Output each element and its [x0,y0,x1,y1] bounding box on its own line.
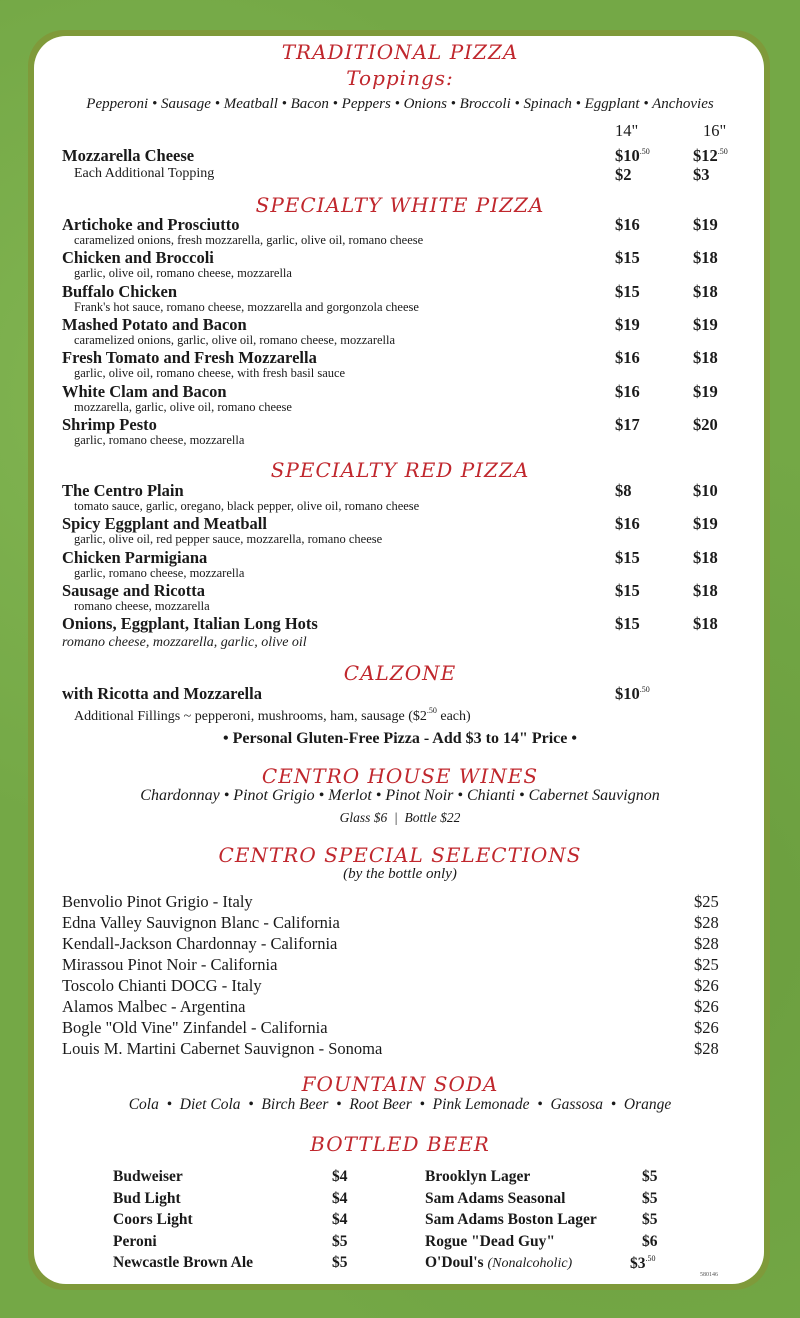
price-14: $16 [615,382,640,401]
menu-item-name: Mozzarella Cheese [62,146,195,165]
beer-price: $5 [332,1254,348,1271]
price-14: $15 [615,282,640,301]
gluten-free-note: • Personal Gluten-Free Pizza - Add $3 to 14" Price • [223,730,577,747]
price-16: $19 [693,315,718,334]
menu-item-name: Chicken and Broccoli [62,248,214,267]
menu-item-desc: garlic, olive oil, red pepper sauce, mozzarella, romano cheese [74,532,383,546]
beer-name: Rogue "Dead Guy" [425,1233,556,1250]
beer-name: Sam Adams Seasonal [425,1190,566,1207]
wine-name: Toscolo Chianti DOCG - Italy [62,976,262,995]
beer-name: Coors Light [113,1211,193,1228]
beer-name: Sam Adams Boston Lager [425,1211,597,1228]
price-14: $15 [615,614,640,633]
menu-item-name: Buffalo Chicken [62,282,178,301]
wine-name: Kendall-Jackson Chardonnay - California [62,934,338,953]
menu-item-desc: tomato sauce, garlic, oregano, black pepper, olive oil, romano cheese [74,499,420,513]
menu-item-desc: romano cheese, mozzarella, garlic, olive oil [62,635,307,650]
wine-name: Bogle "Old Vine" Zinfandel - California [62,1018,328,1037]
menu-item-desc: caramelized onions, garlic, olive oil, romano cheese, mozzarella [74,333,396,347]
wine-price: $26 [694,1018,719,1037]
size-14-label: 14" [615,121,639,140]
wine-price: $26 [694,997,719,1016]
calzone-price: $\$10^{.50}$ [615,684,650,703]
menu-item-name: Sausage and Ricotta [62,581,206,600]
price-14: $16 [615,514,640,533]
price-16: $20 [693,415,718,434]
menu-item-name: Chicken Parmigiana [62,548,208,567]
price-14: $16 [615,348,640,367]
price-16: $19 [693,215,718,234]
fountain-soda-header: FOUNTAIN SODA [301,1072,499,1096]
price-16: $19 [693,382,718,401]
wine-name: Louis M. Martini Cabernet Sauvignon - Sonoma [62,1039,383,1058]
price-16: $\$12^{.50}$ [693,146,728,165]
footer-code: 580146 [700,1272,718,1278]
bottled-beer-header: BOTTLED BEER [310,1132,490,1156]
price-16: $18 [693,581,718,600]
price-14: $\$10^{.50}$ [615,146,650,165]
wine-price: $25 [694,892,719,911]
beer-price: $5 [642,1211,658,1228]
price-16: $10 [693,481,718,500]
wine-name: Edna Valley Sauvignon Blanc - California [62,913,340,932]
menu-item-name: Fresh Tomato and Fresh Mozzarella [62,348,317,367]
house-wine-pricing: Glass $6 | Bottle $22 [339,810,461,825]
wine-price: $25 [694,955,719,974]
menu-item-desc: caramelized onions, fresh mozzarella, garlic, olive oil, romano cheese [74,233,424,247]
beer-name: O'Doul's (Nonalcoholic) [425,1254,573,1271]
toppings-header: Toppings: [346,66,454,90]
menu-item-desc: garlic, romano cheese, mozzarella [74,433,245,447]
calzone-name: with Ricotta and Mozzarella [62,684,262,703]
menu-item-name: Onions, Eggplant, Italian Long Hots [62,614,318,633]
soda-list: Cola • Diet Cola • Birch Beer • Root Beer • Pink Lemonade • Gassosa • Orange [128,1096,672,1113]
traditional-pizza-header: TRADITIONAL PIZZA [281,40,519,64]
menu-item-desc: mozzarella, garlic, olive oil, romano cheese [74,400,292,414]
menu-item-name: Each Additional Topping [74,166,215,181]
menu-item-desc: garlic, olive oil, romano cheese, with fresh basil sauce [74,366,346,380]
price-16: $18 [693,248,718,267]
wine-price: $28 [694,934,719,953]
beer-price: $4 [332,1190,348,1207]
menu-item-name: White Clam and Bacon [62,382,227,401]
size-16-label: 16" [703,121,727,140]
price-16: $3 [693,165,710,184]
beer-name: Peroni [113,1233,157,1250]
wine-name: Alamos Malbec - Argentina [62,997,246,1016]
price-14: $16 [615,215,640,234]
special-selections-header: CENTRO SPECIAL SELECTIONS [218,843,582,867]
menu-item-desc: garlic, romano cheese, mozzarella [74,566,245,580]
menu-item-desc: garlic, olive oil, romano cheese, mozzarella [74,266,292,280]
menu-item-desc: romano cheese, mozzarella [74,599,210,613]
menu-item-name: Mashed Potato and Bacon [62,315,247,334]
price-14: $15 [615,248,640,267]
price-16: $19 [693,514,718,533]
white-pizza-header: SPECIALTY WHITE PIZZA [255,193,545,217]
wine-price: $28 [694,913,719,932]
price-14: $17 [615,415,640,434]
wine-name: Mirassou Pinot Noir - California [62,955,278,974]
price-14: $15 [615,548,640,567]
beer-price: $4 [332,1211,348,1228]
price-14: $2 [615,165,632,184]
house-wine-varietals: Chardonnay • Pinot Grigio • Merlot • Pinot Noir • Chianti • Cabernet Sauvignon [140,787,660,804]
price-16: $18 [693,614,718,633]
beer-name: Newcastle Brown Ale [113,1254,254,1271]
red-pizza-header: SPECIALTY RED PIZZA [270,458,530,482]
menu-item-name: The Centro Plain [62,481,184,500]
beer-price: $4 [332,1168,348,1185]
wine-price: $26 [694,976,719,995]
calzone-header: CALZONE [343,661,457,685]
beer-name: Brooklyn Lager [425,1168,531,1185]
menu-item-name: Artichoke and Prosciutto [62,215,240,234]
calzone-fillings: Additional Fillings ~ pepperoni, mushrooms, ham, sausage ($\$2^{.50}$ each) [74,706,471,724]
beer-price: $5 [642,1168,658,1185]
price-16: $18 [693,282,718,301]
beer-price: $\$3^{.50}$ [630,1254,656,1272]
beer-price: $6 [642,1233,658,1250]
price-16: $18 [693,348,718,367]
beer-name: Bud Light [113,1190,181,1207]
menu-item-desc: Frank's hot sauce, romano cheese, mozzarella and gorgonzola cheese [74,300,419,314]
price-14: $19 [615,315,640,334]
wine-name: Benvolio Pinot Grigio - Italy [62,892,253,911]
house-wines-header: CENTRO HOUSE WINES [261,764,539,788]
wine-price: $28 [694,1039,719,1058]
menu-item-name: Spicy Eggplant and Meatball [62,514,267,533]
menu-item-name: Shrimp Pesto [62,415,157,434]
price-14: $15 [615,581,640,600]
beer-price: $5 [332,1233,348,1250]
beer-price: $5 [642,1190,658,1207]
price-14: $8 [615,481,632,500]
beer-name: Budweiser [113,1168,183,1185]
price-16: $18 [693,548,718,567]
toppings-list: Pepperoni • Sausage • Meatball • Bacon • Peppers • Onions • Broccoli • Spinach • Eggplant • Anchovies [86,96,714,112]
special-selections-subtitle: (by the bottle only) [343,866,457,882]
